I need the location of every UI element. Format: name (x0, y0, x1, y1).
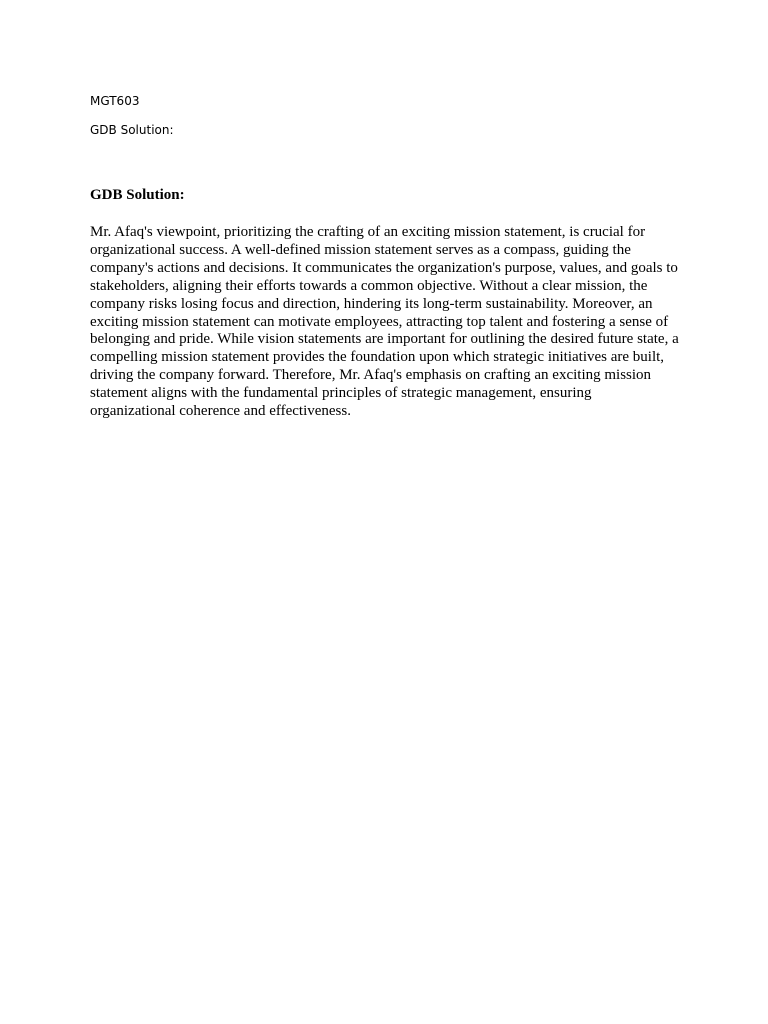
body-paragraph: Mr. Afaq's viewpoint, prioritizing the crafting of an exciting mission statement, is crucial for organizational success. A well-defined mission statement serves as a compass, guiding the company's actions and decisions. It communicates the organization's purpose, values, and goals to stakeholders, aligning their efforts towards a common objective. Without a clear mission, the company risks losing focus and direction, hindering its long-term sustainability. Moreover, an exciting mission statement can motivate employees, attracting top talent and fostering a sense of belonging and pride. While vision statements are important for outlining the desired future state, a compelling mission statement provides the foundation upon which strategic initiatives are built, driving the company forward. Therefore, Mr. Afaq's emphasis on crafting an exciting mission statement aligns with the fundamental principles of strategic management, ensuring organizational coherence and effectiveness. (90, 224, 679, 420)
subtitle: GDB Solution: (90, 123, 174, 137)
course-code: MGT603 (90, 94, 140, 108)
section-heading: GDB Solution: (90, 187, 185, 203)
